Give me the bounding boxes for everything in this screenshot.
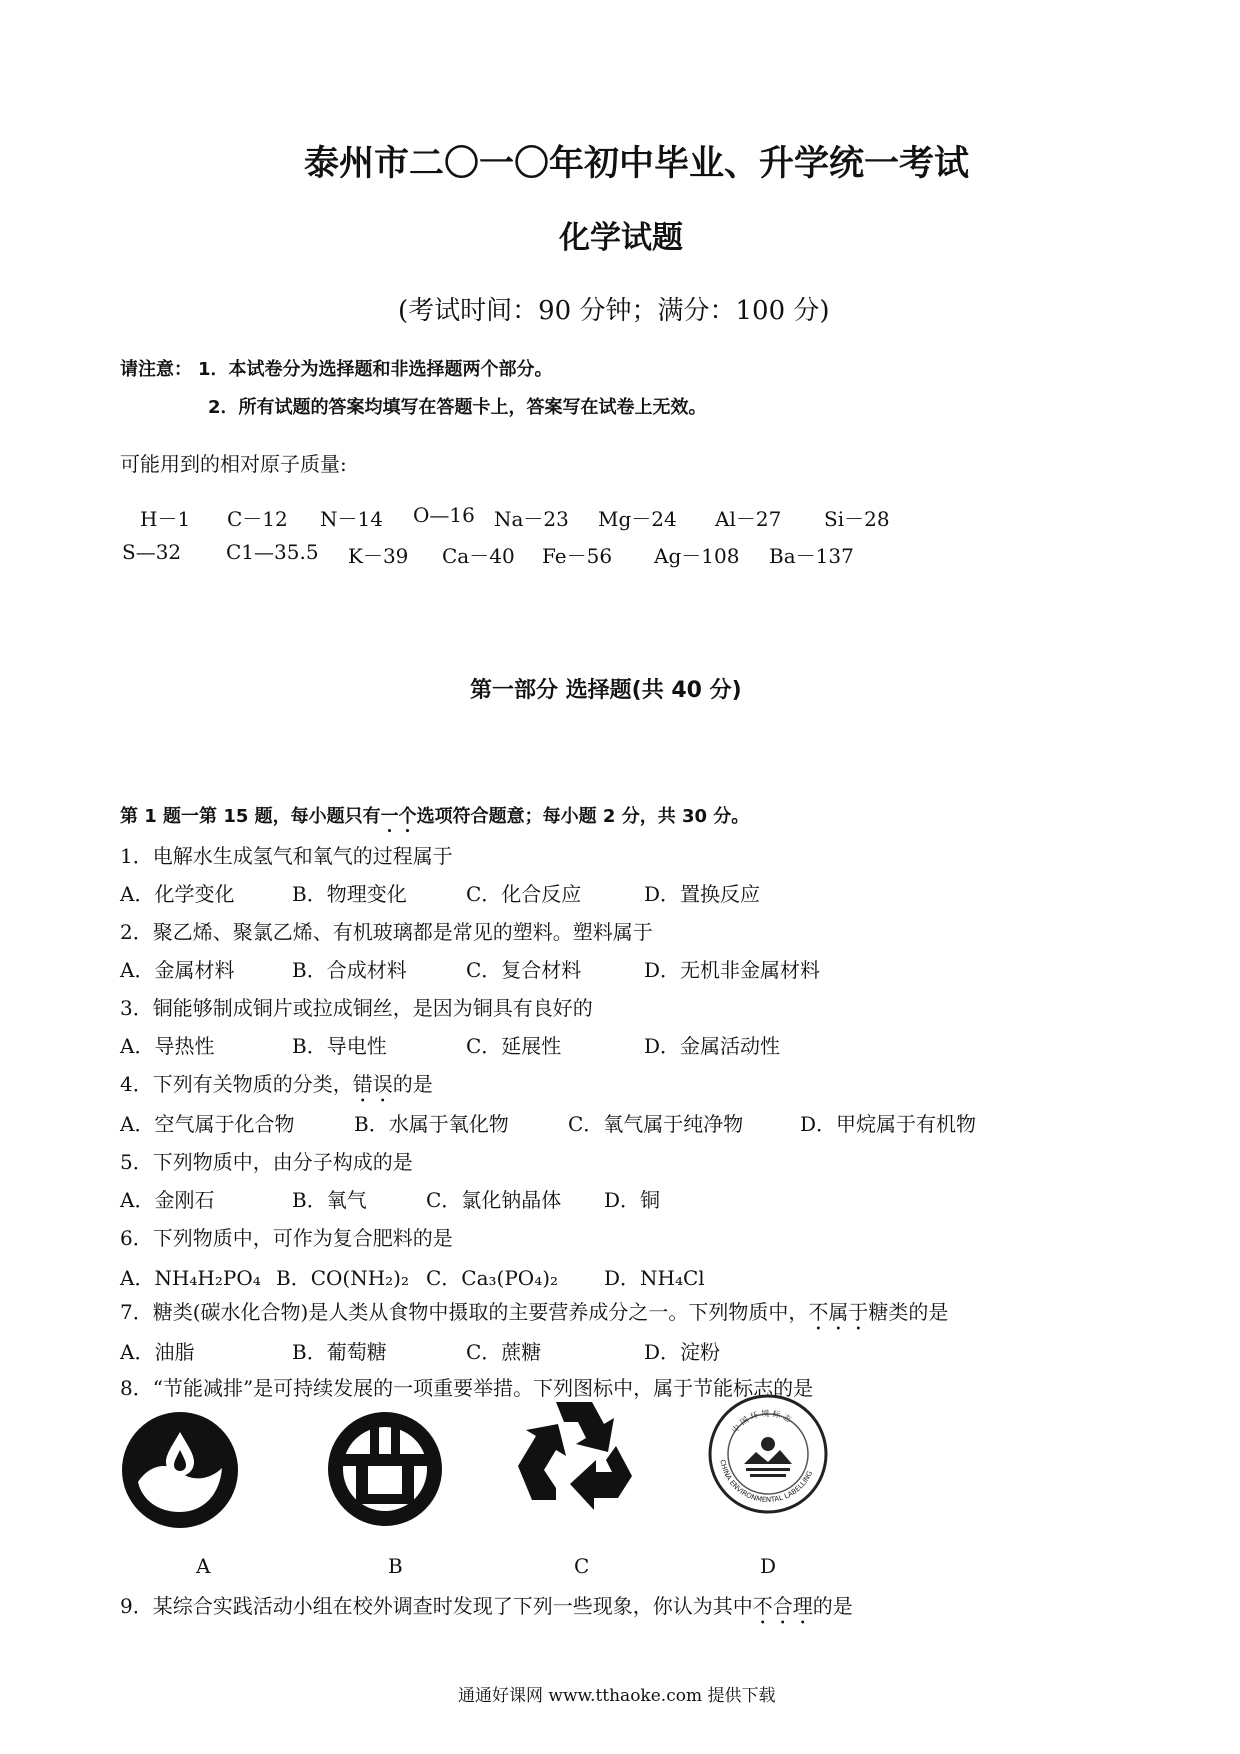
- option-d: D．金属活动性: [644, 1034, 781, 1058]
- stem-text: 4．下列有关物质的分类，: [120, 1072, 353, 1096]
- option-b: B．合成材料: [292, 958, 407, 982]
- option-c: C．氧气属于纯净物: [568, 1112, 744, 1136]
- logo-label-d: D: [760, 1554, 777, 1578]
- question-3-stem: 3．铜能够制成铜片或拉成铜丝，是因为铜具有良好的: [120, 996, 593, 1020]
- question-6-stem: 6．下列物质中，可作为复合肥料的是: [120, 1226, 453, 1250]
- mass-item: C－12: [227, 507, 288, 531]
- option-b: B．CO(NH₂)₂: [276, 1266, 409, 1290]
- stem-emphasis: 错误: [352, 1072, 393, 1096]
- mass-item: Fe－56: [542, 544, 613, 568]
- option-d: D．置换反应: [644, 882, 761, 906]
- question-9-stem: [120, 1590, 853, 1629]
- water-saving-logo: [120, 1410, 240, 1530]
- notice-item-1: 1．本试卷分为选择题和非选择题两个部分。: [198, 359, 553, 380]
- mass-item: S—32: [122, 540, 182, 564]
- option-d: D．淀粉: [644, 1340, 721, 1364]
- mass-item: Mg－24: [598, 507, 677, 531]
- option-a: A．NH₄H₂PO₄: [120, 1266, 261, 1290]
- instruction-text: 第 1 题一第 15 题，每小题只有: [120, 806, 381, 827]
- mass-item: Na－23: [494, 507, 569, 531]
- exam-info: (考试时间：90 分钟；满分：100 分): [398, 296, 830, 326]
- stem-emphasis: 不合理: [752, 1594, 813, 1618]
- notice-item-2: 2．所有试题的答案均填写在答题卡上，答案写在试卷上无效。: [208, 397, 707, 418]
- option-c: C．化合反应: [466, 882, 582, 906]
- mass-item: N－14: [320, 507, 383, 531]
- instruction-text: 选项符合题意；每小题 2 分，共 30 分。: [416, 806, 750, 827]
- section-1-title: 第一部分 选择题(共 40 分): [470, 678, 742, 703]
- atomic-mass-label: 可能用到的相对原子质量:: [120, 452, 347, 476]
- option-b: B．物理变化: [292, 882, 407, 906]
- option-a: A．金刚石: [120, 1188, 215, 1212]
- stem-text: 的是: [812, 1594, 853, 1618]
- instruction-emphasis: 一个: [380, 806, 417, 827]
- question-2-stem: 2．聚乙烯、聚氯乙烯、有机玻璃都是常见的塑料。塑料属于: [120, 920, 653, 944]
- energy-saving-logo: [326, 1410, 444, 1528]
- mass-item: C1—35.5: [226, 540, 319, 564]
- stem-text: 的是: [392, 1072, 433, 1096]
- footer-source: 通通好课网 www.tthaoke.com 提供下载: [458, 1686, 776, 1706]
- option-d: D．NH₄Cl: [604, 1266, 705, 1290]
- notice-label: 请注意：: [120, 359, 192, 380]
- logo-d-bottom-text: CHINA ENVIRONMENTAL LABELLING: [718, 1458, 815, 1505]
- question-4-stem: [120, 1068, 433, 1107]
- option-a: A．空气属于化合物: [120, 1112, 295, 1136]
- section-1-instruction: [120, 802, 749, 837]
- logo-d-top-text: 中 国 环 境 标 志: [730, 1408, 793, 1435]
- environmental-label-logo: [706, 1392, 830, 1516]
- option-c: C．复合材料: [466, 958, 582, 982]
- mass-item: Ba－137: [769, 544, 854, 568]
- mass-item: O—16: [413, 503, 475, 527]
- mass-item: Al－27: [715, 507, 782, 531]
- option-b: B．葡萄糖: [292, 1340, 387, 1364]
- stem-text: 7．糖类(碳水化合物)是人类从食物中摄取的主要营养成分之一。下列物质中，: [120, 1300, 809, 1324]
- logo-label-a: A: [196, 1554, 211, 1578]
- option-c: C．Ca₃(PO₄)₂: [426, 1266, 559, 1290]
- option-d: D．无机非金属材料: [644, 958, 821, 982]
- stem-emphasis: 不属于: [808, 1300, 869, 1324]
- option-a: A．导热性: [120, 1034, 215, 1058]
- logo-label-b: B: [388, 1554, 403, 1578]
- option-b: B．导电性: [292, 1034, 387, 1058]
- option-d: D．甲烷属于有机物: [800, 1112, 977, 1136]
- exam-title: 泰州市二〇一〇年初中毕业、升学统一考试: [304, 144, 970, 184]
- option-c: C．蔗糖: [466, 1340, 542, 1364]
- question-1-stem: 1．电解水生成氢气和氧气的过程属于: [120, 844, 453, 868]
- subject-title: 化学试题: [559, 220, 683, 256]
- option-a: A．金属材料: [120, 958, 235, 982]
- option-c: C．延展性: [466, 1034, 562, 1058]
- mass-item: H－1: [140, 507, 191, 531]
- option-b: B．氧气: [292, 1188, 367, 1212]
- option-d: D．铜: [604, 1188, 661, 1212]
- question-8-stem: 8．“节能减排”是可持续发展的一项重要举措。下列图标中，属于节能标志的是: [120, 1376, 814, 1400]
- option-a: A．化学变化: [120, 882, 235, 906]
- question-7-stem: [120, 1296, 948, 1335]
- option-b: B．水属于氧化物: [354, 1112, 509, 1136]
- mass-item: Ca－40: [442, 544, 515, 568]
- option-c: C．氯化钠晶体: [426, 1188, 562, 1212]
- mass-item: Si－28: [824, 507, 890, 531]
- stem-text: 9．某综合实践活动小组在校外调查时发现了下列一些现象，你认为其中: [120, 1594, 753, 1618]
- recycle-logo: [512, 1392, 636, 1516]
- logo-label-c: C: [574, 1554, 590, 1578]
- option-a: A．油脂: [120, 1340, 195, 1364]
- mass-item: K－39: [348, 544, 409, 568]
- question-5-stem: 5．下列物质中，由分子构成的是: [120, 1150, 413, 1174]
- mass-item: Ag－108: [654, 544, 740, 568]
- stem-text: 糖类的是: [868, 1300, 949, 1324]
